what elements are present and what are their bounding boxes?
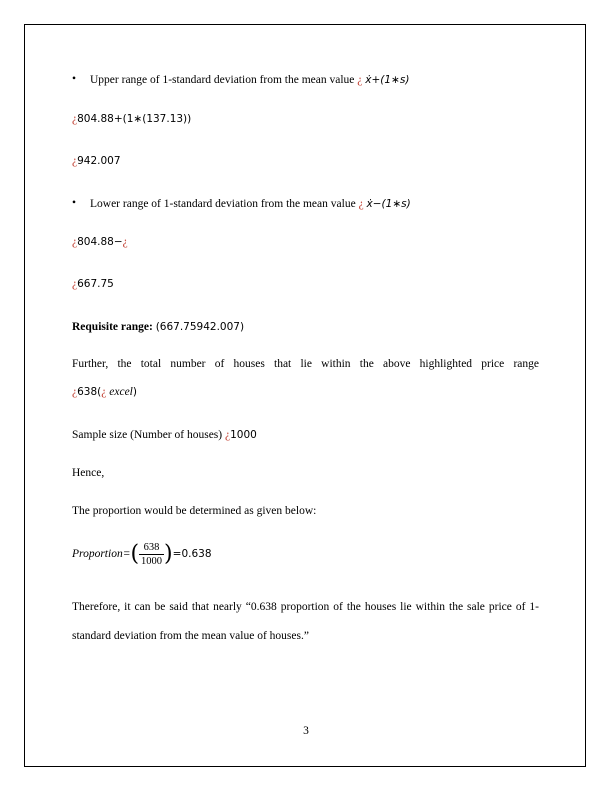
invalid-glyph: ¿ bbox=[72, 278, 78, 290]
data-source: excel bbox=[109, 386, 133, 398]
proportion-label: Proportion= bbox=[72, 548, 131, 560]
lower-calc-expr: 804.88− bbox=[77, 236, 123, 248]
sample-size-value: 1000 bbox=[230, 429, 257, 441]
invalid-glyph: ¿ bbox=[72, 236, 78, 248]
lower-range-text: Lower range of 1-standard deviation from the mean value bbox=[90, 198, 356, 210]
invalid-glyph: ¿ bbox=[72, 155, 78, 167]
upper-formula: ẋ+(1∗s) bbox=[365, 74, 410, 86]
fraction-denominator: 1000 bbox=[141, 555, 163, 567]
upper-result-line bbox=[72, 154, 121, 168]
upper-calc-line bbox=[72, 112, 191, 126]
proportion-fraction bbox=[139, 541, 164, 568]
lower-result-value: 667.75 bbox=[77, 278, 114, 290]
proportion-equation: Proportion=( $\frac{638}{1000}$ )=0.638 bbox=[72, 541, 212, 567]
requisite-range-label: Requisite range: bbox=[72, 321, 153, 333]
conclusion-line2: standard deviation from the mean value of houses.” bbox=[72, 630, 309, 642]
upper-calc-expr: 804.88+(1∗(137.13)) bbox=[77, 113, 192, 125]
requisite-range-value: (667.75942.007) bbox=[155, 321, 245, 333]
proportion-intro: The proportion would be determined as given below: bbox=[72, 505, 317, 517]
invalid-glyph: ¿ bbox=[358, 198, 364, 210]
invalid-glyph: ¿ bbox=[224, 429, 231, 441]
bullet-marker-lower: • bbox=[72, 197, 77, 209]
further-paragraph-line1: Further, the total number of houses that lie within the above highlighted price range bbox=[72, 358, 539, 370]
upper-range-text: Upper range of 1-standard deviation from the mean value bbox=[90, 74, 355, 86]
bullet-marker-upper: • bbox=[72, 73, 77, 85]
lower-calc-line bbox=[72, 235, 128, 249]
house-count: 638 bbox=[77, 386, 98, 398]
invalid-glyph: ¿ bbox=[72, 113, 78, 125]
invalid-glyph: ¿ bbox=[101, 386, 107, 398]
fraction-numerator: 638 bbox=[139, 541, 164, 555]
upper-range-bullet bbox=[90, 73, 409, 87]
hence-line: Hence, bbox=[72, 467, 105, 479]
invalid-glyph: ¿ bbox=[122, 236, 128, 248]
sample-size-line bbox=[72, 428, 257, 442]
sample-size-label: Sample size (Number of houses) bbox=[72, 429, 223, 441]
invalid-glyph: ¿ bbox=[72, 386, 78, 398]
further-paragraph-line2: ¿638(¿ excel) bbox=[72, 386, 137, 398]
page-number: 3 bbox=[303, 725, 309, 737]
requisite-range-line bbox=[72, 320, 244, 334]
lower-formula: ẋ−(1∗s) bbox=[366, 198, 411, 210]
conclusion-line1: Therefore, it can be said that nearly “0.638 proportion of the houses lie within the sale price of 1- bbox=[72, 601, 539, 613]
proportion-result: =0.638 bbox=[172, 548, 212, 560]
lower-result-line bbox=[72, 277, 114, 291]
invalid-glyph: ¿ bbox=[357, 74, 363, 86]
upper-result-value: 942.007 bbox=[77, 155, 121, 167]
lower-range-bullet bbox=[90, 197, 411, 211]
